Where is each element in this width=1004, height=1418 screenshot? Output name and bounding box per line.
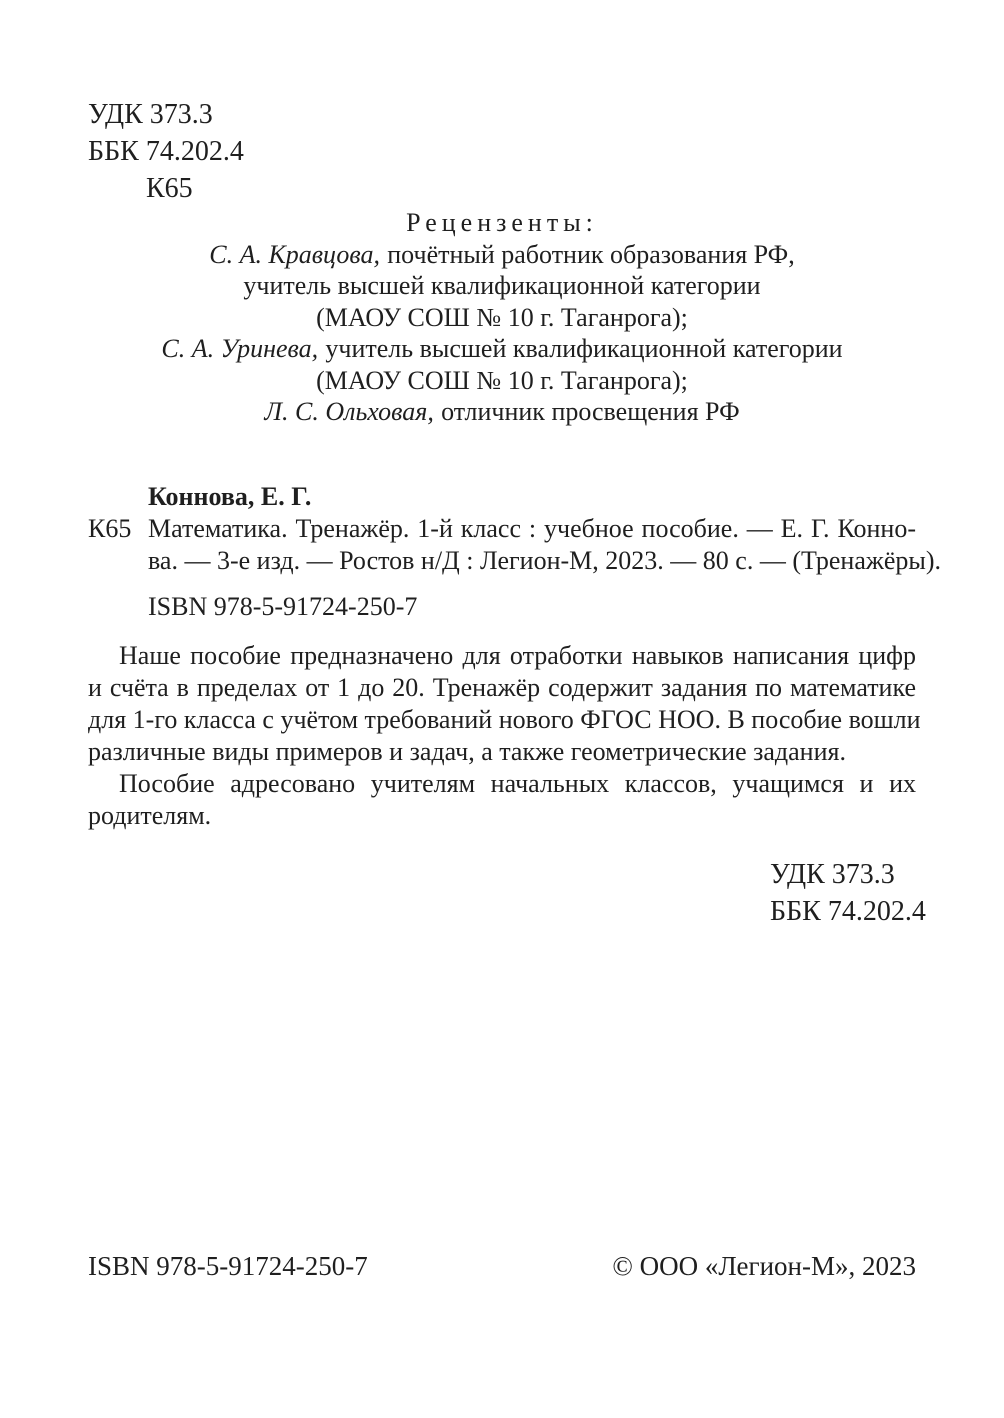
annotation-p2-line-2: родителям.	[88, 801, 212, 830]
reviewers-heading: Рецензенты:	[406, 208, 598, 237]
bottom-codes-block	[770, 856, 926, 930]
reviewer-3-line-1	[88, 396, 916, 428]
footer-copyright: © ООО «Легион-М», 2023	[612, 1251, 916, 1281]
reviewers-block	[88, 207, 916, 428]
bbk-code-top: ББК 74.202.4	[88, 136, 244, 167]
bib-entry-line-2: ва. — 3-е изд. — Ростов н/Д : Легион-М, 2023. — 80 с. — (Тренажёры).	[148, 546, 941, 575]
reviewer-2-line-1	[88, 333, 916, 365]
author-sign-code-top: К65	[146, 173, 193, 204]
udk-code-bottom: УДК 373.3	[770, 859, 895, 890]
reviewer-3-name: Л. С. Ольховая,	[264, 397, 434, 426]
annotation-p1-line-2: и счёта в пределах от 1 до 20. Тренажёр содержит задания по математике	[88, 673, 916, 702]
reviewer-2-line-2: (МАОУ СОШ № 10 г. Таганрога);	[316, 365, 688, 395]
bib-author-sign-code: К65	[88, 514, 132, 543]
udk-code-top: УДК 373.3	[88, 99, 213, 130]
footer-isbn: ISBN 978-5-91724-250-7	[88, 1251, 368, 1281]
reviewer-1-line-3: (МАОУ СОШ № 10 г. Таганрога);	[316, 302, 688, 332]
top-codes-block	[88, 96, 244, 207]
footer-line	[88, 1250, 916, 1282]
annotation-p1-line-1: Наше пособие предназначено для отработки навыков написания цифр	[119, 641, 916, 670]
bib-entry	[88, 513, 941, 577]
annotation-p1-line-4: различные виды примеров и задач, а также геометрические задания.	[88, 737, 846, 766]
reviewer-1-name: С. А. Кравцова,	[209, 239, 380, 269]
reviewer-1-title: почётный работник образования РФ,	[387, 239, 795, 269]
bib-isbn: ISBN 978-5-91724-250-7	[148, 592, 418, 621]
reviewer-3-title: отличник просвещения РФ	[441, 397, 740, 426]
annotation-block	[88, 640, 921, 832]
reviewer-2-name: С. А. Уринева,	[161, 334, 319, 363]
annotation-p2-line-1: Пособие адресовано учителям начальных классов, учащимся и их	[119, 769, 916, 798]
reviewer-1-line-1	[88, 239, 916, 271]
reviewer-1-line-2: учитель высшей квалификационной категории	[243, 271, 761, 300]
bibliographic-record	[88, 481, 941, 623]
reviewer-2-title: учитель высшей квалификационной категории	[325, 334, 843, 363]
bib-author: Коннова, Е. Г.	[148, 482, 312, 511]
annotation-p1-line-3: для 1-го класса с учётом требований нового ФГОС НОО. В пособие вошли	[88, 705, 921, 734]
bib-entry-line-1: Математика. Тренажёр. 1-й класс : учебное пособие. — Е. Г. Конно-	[148, 514, 916, 543]
bbk-code-bottom: ББК 74.202.4	[770, 896, 926, 927]
